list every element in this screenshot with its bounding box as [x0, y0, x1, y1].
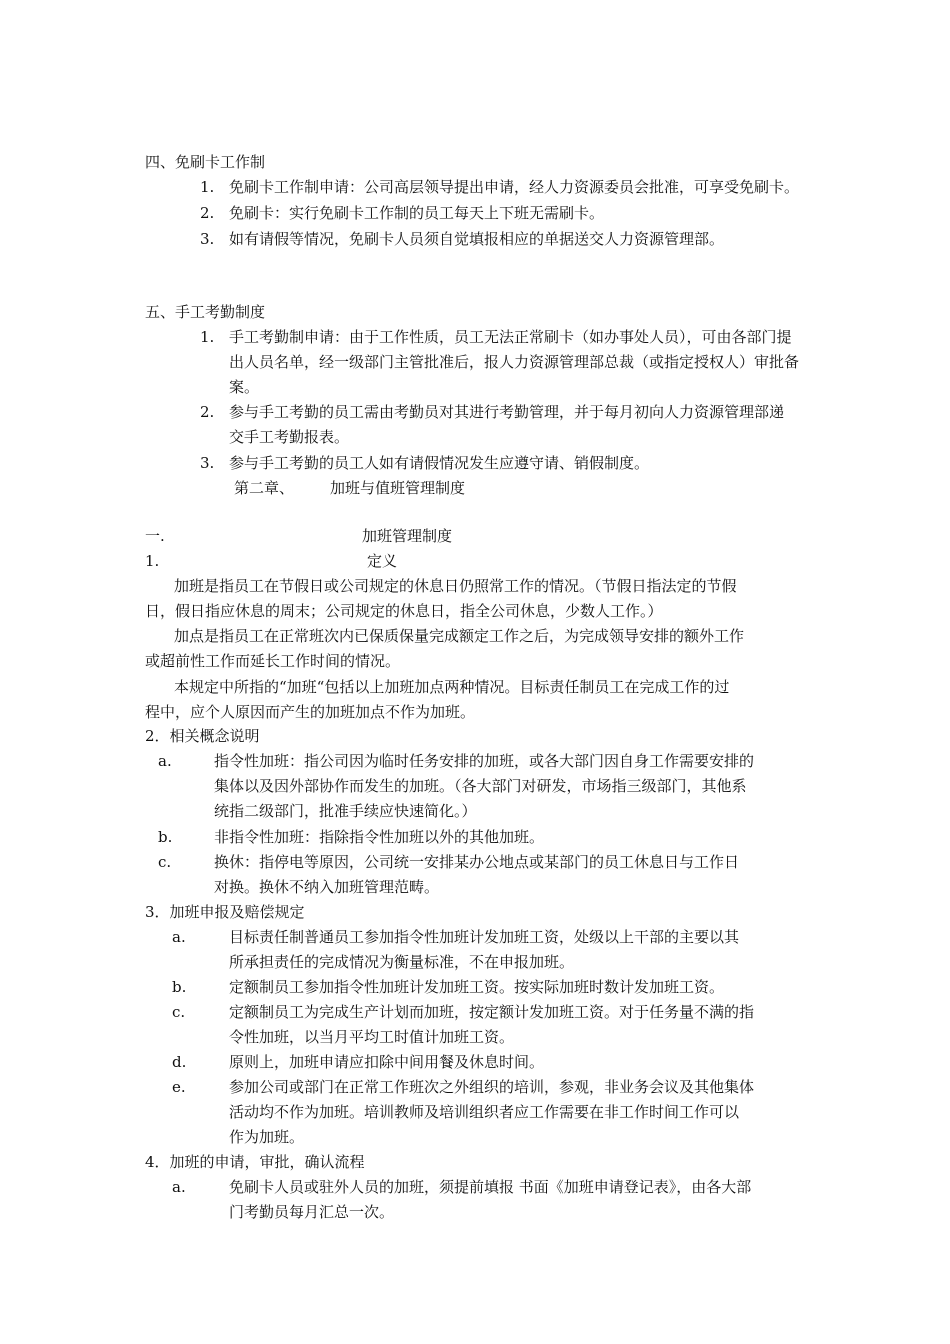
concepts-heading: 2．相关概念说明	[145, 727, 260, 745]
list-item: 如有请假等情况，免刷卡人员须自觉填报相应的单据送交人力资源管理部。	[229, 230, 725, 248]
list-letter: a.	[172, 1178, 186, 1196]
section-4-heading: 四、免刷卡工作制	[145, 153, 266, 171]
list-letter: e.	[172, 1078, 186, 1096]
paragraph-line: 程中，应个人原因而产生的加班加点不作为加班。	[145, 703, 476, 721]
paragraph-line: 日，假日指应休息的周末；公司规定的休息日，指全公司休息，少数人工作。）	[145, 602, 663, 620]
part-title: 加班管理制度	[362, 527, 453, 545]
paragraph-line: 加点是指员工在正常班次内已保质保量完成额定工作之后，为完成领导安排的额外工作	[174, 627, 745, 645]
list-item-line: 集体以及因外部协作而发生的加班。（各大部门对研发，市场指三级部门，其他系	[214, 777, 747, 795]
list-letter: b.	[158, 828, 173, 846]
list-letter: b.	[172, 978, 187, 996]
list-letter: a.	[158, 752, 172, 770]
compensation-heading: 3．加班申报及赔偿规定	[145, 903, 305, 921]
list-item-line: 目标责任制普通员工参加指令性加班计发加班工资，处级以上干部的主要以其	[229, 928, 740, 946]
list-number: 2.	[200, 403, 215, 421]
list-item-line: 案。	[229, 378, 260, 396]
list-item-line: 原则上，加班申请应扣除中间用餐及休息时间。	[229, 1053, 545, 1071]
list-number: 2.	[200, 204, 215, 222]
list-number: 1.	[200, 328, 215, 346]
list-item-line: 手工考勤制申请：由于工作性质，员工无法正常刷卡（如办事处人员），可由各部门提	[229, 328, 792, 346]
list-item-line: 定额制员工参加指令性加班计发加班工资。按实际加班时数计发加班工资。	[229, 978, 725, 996]
chapter-label: 第二章、	[234, 479, 295, 497]
list-item-line: 参与手工考勤的员工人如有请假情况发生应遵守请、销假制度。	[229, 454, 650, 472]
list-item: 免刷卡：实行免刷卡工作制的员工每天上下班无需刷卡。	[229, 204, 605, 222]
list-letter: c.	[172, 1003, 186, 1021]
list-number: 3.	[200, 230, 215, 248]
list-letter: a.	[172, 928, 186, 946]
list-item-line: 换休：指停电等原因，公司统一安排某办公地点或某部门的员工休息日与工作日	[214, 853, 740, 871]
chapter-title: 加班与值班管理制度	[330, 479, 466, 497]
paragraph-line: 加班是指员工在节假日或公司规定的休息日仍照常工作的情况。（节假日指法定的节假	[174, 577, 737, 595]
process-heading: 4．加班的申请，审批，确认流程	[145, 1153, 365, 1171]
list-item-line: 作为加班。	[229, 1128, 305, 1146]
list-item-line: 对换。换休不纳入加班管理范畴。	[214, 878, 440, 896]
list-item-line: 定额制员工为完成生产计划而加班，按定额计发加班工资。对于任务量不满的指	[229, 1003, 755, 1021]
list-letter: c.	[158, 853, 172, 871]
list-item-line: 指令性加班：指公司因为临时任务安排的加班，或各大部门因自身工作需要安排的	[214, 752, 755, 770]
list-item-line: 参加公司或部门在正常工作班次之外组织的培训，参观，非业务会议及其他集体	[229, 1078, 755, 1096]
list-item-line: 参与手工考勤的员工需由考勤员对其进行考勤管理，并于每月初向人力资源管理部递	[229, 403, 785, 421]
list-item-line: 免刷卡人员或驻外人员的加班，须提前填报 书面《加班申请登记表》，由各大部	[229, 1178, 752, 1196]
list-number: 3.	[200, 454, 215, 472]
list-number: 1.	[200, 178, 215, 196]
paragraph-line: 或超前性工作而延长工作时间的情况。	[145, 652, 401, 670]
part-number: 一.	[145, 527, 165, 545]
list-item-line: 非指令性加班：指除指令性加班以外的其他加班。	[214, 828, 545, 846]
list-item-line: 统指二级部门，批准手续应快速简化。）	[214, 802, 477, 820]
definition-number: 1.	[145, 552, 160, 570]
list-item-line: 交手工考勤报表。	[229, 428, 350, 446]
list-item-line: 活动均不作为加班。培训教师及培训组织者应工作需要在非工作时间工作可以	[229, 1103, 740, 1121]
list-item-line: 所承担责任的完成情况为衡量标准，不在申报加班。	[229, 953, 575, 971]
list-item-line: 出人员名单，经一级部门主管批准后，报人力资源管理部总裁（或指定授权人）审批备	[229, 353, 800, 371]
list-item-line: 门考勤员每月汇总一次。	[229, 1203, 395, 1221]
list-item-line: 令性加班，以当月平均工时值计加班工资。	[229, 1028, 515, 1046]
section-5-heading: 五、手工考勤制度	[145, 303, 266, 321]
definition-title: 定义	[367, 552, 398, 570]
paragraph-line: 本规定中所指的“加班“包括以上加班加点两种情况。目标责任制员工在完成工作的过	[174, 678, 730, 696]
list-letter: d.	[172, 1053, 187, 1071]
list-item: 免刷卡工作制申请：公司高层领导提出申请，经人力资源委员会批准，可享受免刷卡。	[229, 178, 800, 196]
